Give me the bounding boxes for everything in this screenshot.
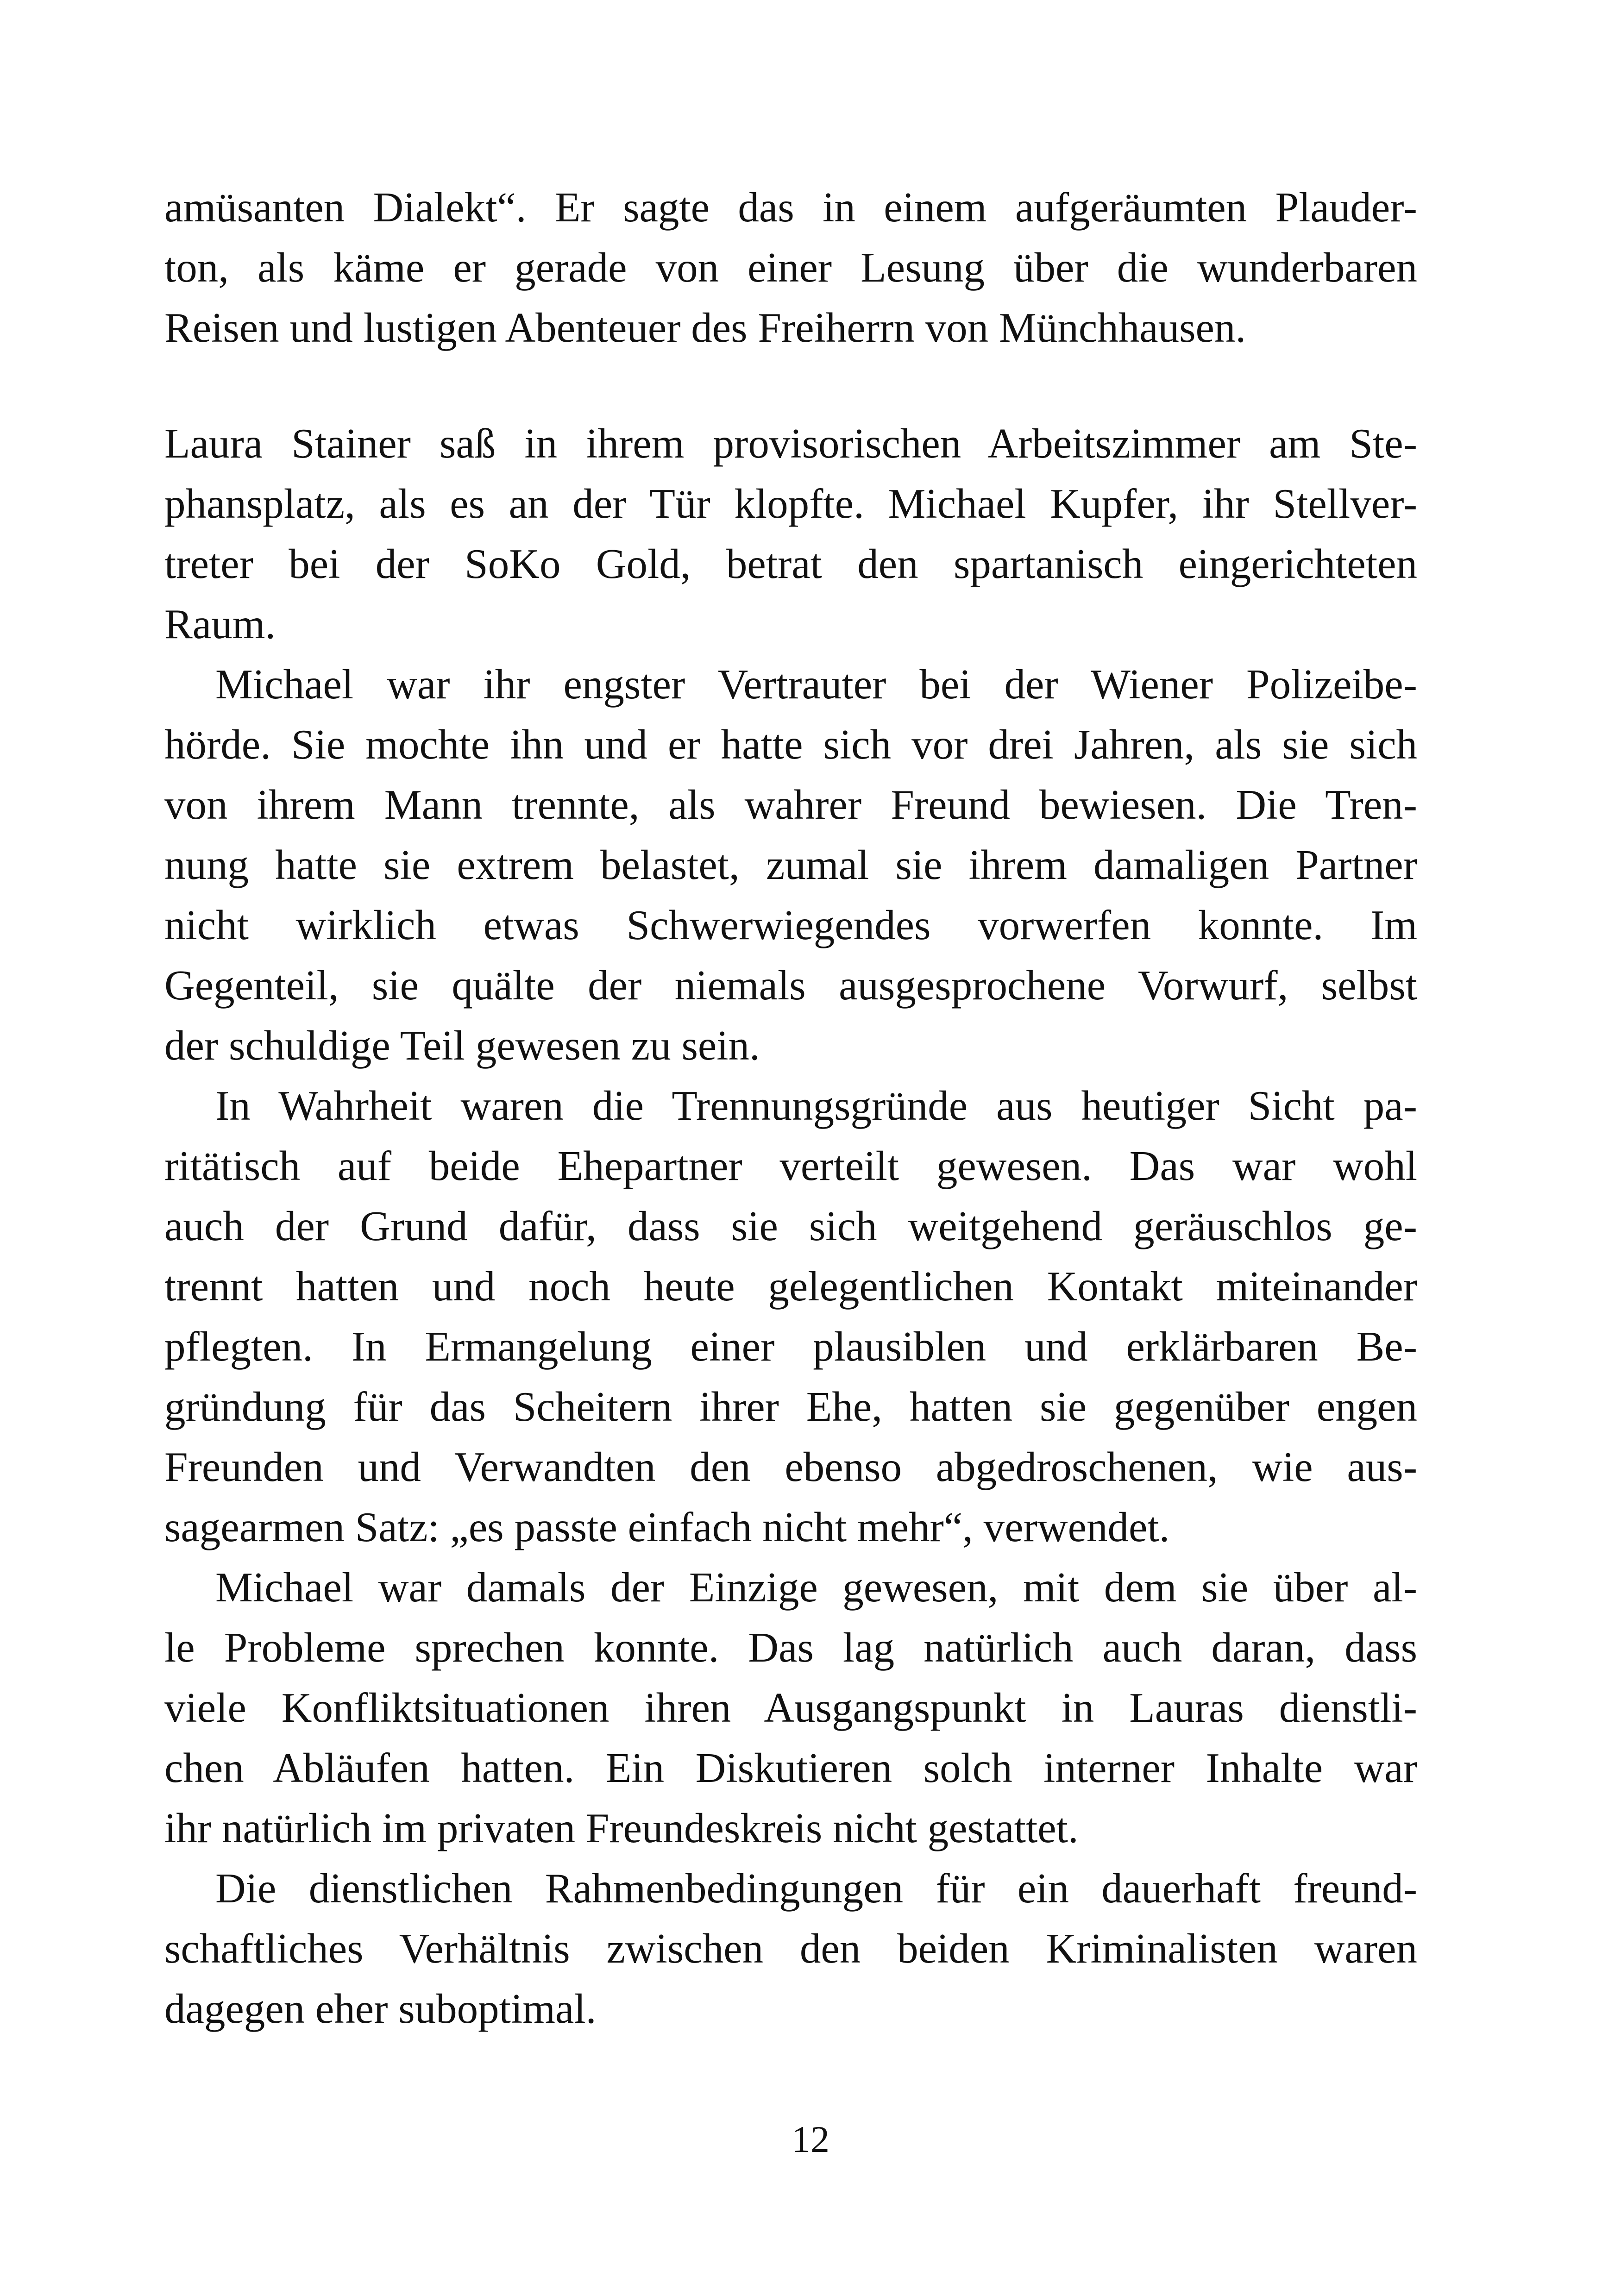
text-line: ton, als käme er gerade von einer Lesung über die wunderbaren (164, 244, 1417, 291)
paragraph-section-start (164, 414, 1417, 654)
text-line: amüsanten Dialekt“. Er sagte das in einem aufgeräumten Plauder- (164, 184, 1417, 231)
text-line: Freunden und Verwandten den ebenso abgedroschenen, wie aus- (164, 1443, 1417, 1490)
paragraph-continuation (164, 177, 1417, 358)
text-line: von ihrem Mann trennte, als wahrer Freund bewiesen. Die Tren- (164, 781, 1417, 828)
text-line: der schuldige Teil gewesen zu sein. (164, 1022, 760, 1069)
paragraph (164, 1557, 1417, 1858)
text-line: phansplatz, als es an der Tür klopfte. Michael Kupfer, ihr Stellver- (164, 480, 1417, 527)
text-line: Raum. (164, 601, 276, 647)
text-line: Michael war damals der Einzige gewesen, mit dem sie über al- (215, 1564, 1417, 1611)
text-line: Laura Stainer saß in ihrem provisorischen Arbeitszimmer am Ste- (164, 420, 1417, 467)
text-line: Reisen und lustigen Abenteuer des Freiherrn von Münchhausen. (164, 304, 1246, 351)
text-line: chen Abläufen hatten. Ein Diskutieren solch interner Inhalte war (164, 1744, 1417, 1791)
paragraph (164, 1858, 1417, 2039)
text-line: gründung für das Scheitern ihrer Ehe, hatten sie gegenüber engen (164, 1383, 1417, 1430)
paragraph (164, 654, 1417, 1076)
text-line: viele Konfliktsituationen ihren Ausgangspunkt in Lauras dienstli- (164, 1684, 1417, 1731)
text-line: ritätisch auf beide Ehepartner verteilt gewesen. Das war wohl (164, 1142, 1417, 1189)
page-number: 12 (792, 2118, 829, 2160)
text-line: hörde. Sie mochte ihn und er hatte sich vor drei Jahren, als sie sich (164, 721, 1417, 768)
text-line: In Wahrheit waren die Trennungsgründe aus heutiger Sicht pa- (215, 1082, 1417, 1129)
text-line: sagearmen Satz: „es passte einfach nicht mehr“, verwendet. (164, 1504, 1170, 1550)
text-line: nung hatte sie extrem belastet, zumal sie ihrem damaligen Partner (164, 841, 1417, 888)
text-line: auch der Grund dafür, dass sie sich weitgehend geräuschlos ge- (164, 1203, 1417, 1249)
text-line: pflegten. In Ermangelung einer plausiblen und erklärbaren Be- (164, 1323, 1417, 1370)
text-line: dagegen eher suboptimal. (164, 1985, 597, 2032)
text-line: schaftliches Verhältnis zwischen den beiden Kriminalisten waren (164, 1925, 1417, 1972)
text-line: treter bei der SoKo Gold, betrat den spartanisch eingerichteten (164, 540, 1417, 587)
text-line: Michael war ihr engster Vertrauter bei der Wiener Polizeibe- (215, 661, 1417, 708)
text-line: trennt hatten und noch heute gelegentlichen Kontakt miteinander (164, 1263, 1417, 1310)
text-line: le Probleme sprechen konnte. Das lag natürlich auch daran, dass (164, 1624, 1417, 1671)
text-line: ihr natürlich im privaten Freundeskreis nicht gestattet. (164, 1805, 1079, 1851)
text-line: nicht wirklich etwas Schwerwiegendes vorwerfen konnte. Im (164, 902, 1417, 948)
text-line: Gegenteil, sie quälte der niemals ausgesprochene Vorwurf, selbst (164, 962, 1417, 1009)
paragraph (164, 1076, 1417, 1557)
text-line: Die dienstlichen Rahmenbedingungen für ein dauerhaft freund- (215, 1865, 1417, 1912)
